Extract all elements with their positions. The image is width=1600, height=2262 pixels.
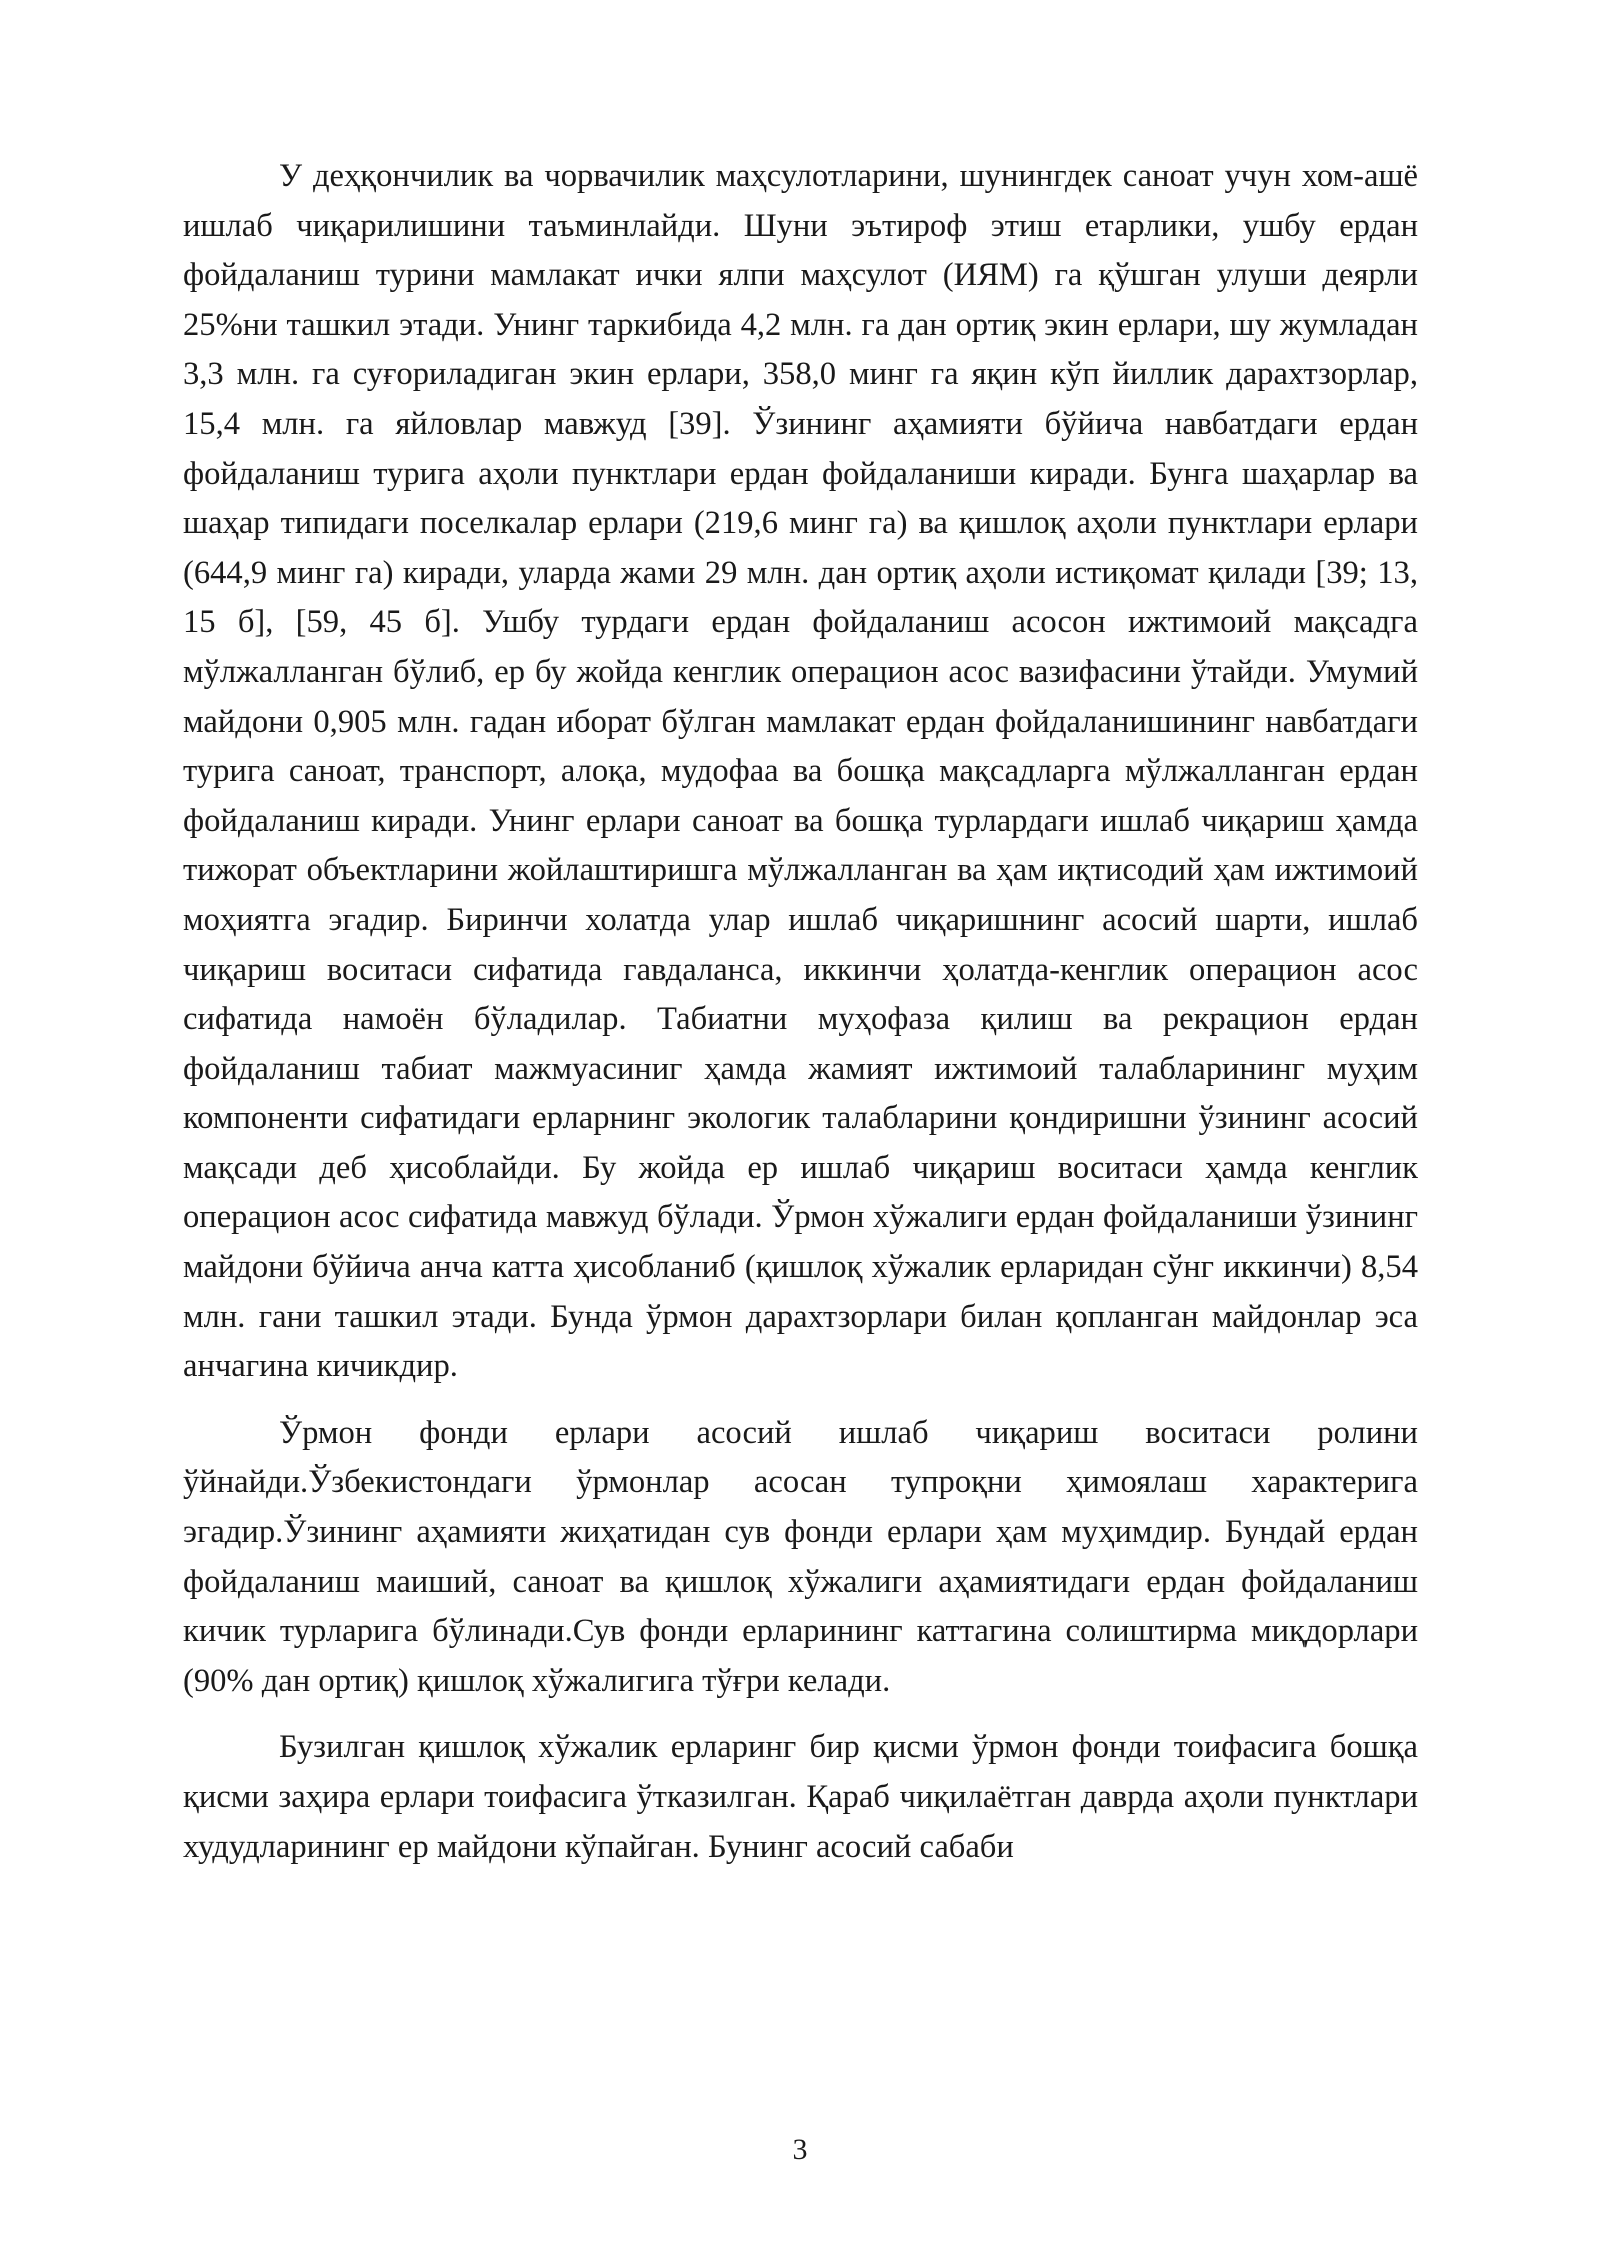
body-text	[183, 152, 1418, 1872]
paragraph-1: У деҳқончилик ва чорвачилик маҳсулотларини, шунингдек саноат учун хом-ашё ишлаб чиқарилишини таъминлайди. Шуни эътироф этиш етарлики, ушбу ердан фойдаланиш турини мамлакат ички ялпи маҳсулот (ИЯМ) га қўшган улуши деярли 25%ни ташкил этади. Унинг таркибида 4,2 млн. га дан ортиқ экин ерлари, шу жумладан 3,3 млн. га суғориладиган экин ерлари, 358,0 минг га яқин кўп йиллик дарахтзорлар, 15,4 млн. га яйловлар мавжуд [39]. Ўзининг аҳамияти бўйича навбатдаги ердан фойдаланиш турига аҳоли пунктлари ердан фойдаланиши киради. Бунга шаҳарлар ва шаҳар типидаги поселкалар ерлари (219,6 минг га) ва қишлоқ аҳоли пунктлари ерлари (644,9 минг га) киради, уларда жами 29 млн. дан ортиқ аҳоли истиқомат қилади [39; 13, 15 б], [59, 45 б]. Ушбу турдаги ердан фойдаланиш асосон ижтимоий мақсадга мўлжалланган бўлиб, ер бу жойда кенглик операцион асос вазифасини ўтайди. Умумий майдони 0,905 млн. гадан иборат бўлган мамлакат ердан фойдаланишининг навбатдаги турига саноат, транспорт, алоқа, мудофаа ва бошқа мақсадларга мўлжалланган ердан фойдаланиш киради. Унинг ерлари саноат ва бошқа турлардаги ишлаб чиқариш ҳамда тижорат объектларини жойлаштиришга мўлжалланган ва ҳам иқтисодий ҳам ижтимоий моҳиятга эгадир. Биринчи холатда улар ишлаб чиқаришнинг асосий шарти, ишлаб чиқариш воситаси сифатида гавдаланса, иккинчи ҳолатда-кенглик операцион асос сифатида намоён бўладилар. Табиатни муҳофаза қилиш ва рекрацион ердан фойдаланиш табиат мажмуасиниг ҳамда жамият ижтимоий талабларининг муҳим компоненти сифатидаги ерларнинг экологик талабларини қондиришни ўзининг асосий мақсади деб ҳисоблайди. Бу жойда ер ишлаб чиқариш воситаси ҳамда кенглик операцион асос сифатида мавжуд бўлади. Ўрмон хўжалиги ердан фойдаланиши ўзининг майдони бўйича анча катта ҳисобланиб (қишлоқ хўжалик ерларидан сўнг иккинчи) 8,54 млн. гани ташкил этади. Бунда ўрмон дарахтзорлари билан қопланган майдонлар эса анчагина кичикдир.	[183, 158, 1418, 1385]
paragraph-3: Бузилган қишлоқ хўжалик ерларинг бир қисми ўрмон фонди тоифасига бошқа қисми заҳира ерлари тоифасига ўтказилган. Қараб чиқилаётган даврда аҳоли пунктлари худудларининг ер майдони кўпайган. Бунинг асосий сабаби	[183, 1729, 1418, 1865]
page-number: 3	[792, 2133, 808, 2166]
paragraph-2: Ўрмон фонди ерлари асосий ишлаб чиқариш воситаси ролини ўйнайди.Ўзбекистондаги ўрмонлар асосан тупроқни ҳимоялаш характерига эгадир.Ўзининг аҳамияти жиҳатидан сув фонди ерлари ҳам муҳимдир. Бундай ердан фойдаланиш маиший, саноат ва қишлоқ хўжалиги аҳамиятидаги ердан фойдаланиш кичик турларига бўлинади.Сув фонди ерларининг каттагина солиштирма миқдорлари (90% дан ортиқ) қишлоқ хўжалигига тўғри келади.	[183, 1414, 1418, 1699]
